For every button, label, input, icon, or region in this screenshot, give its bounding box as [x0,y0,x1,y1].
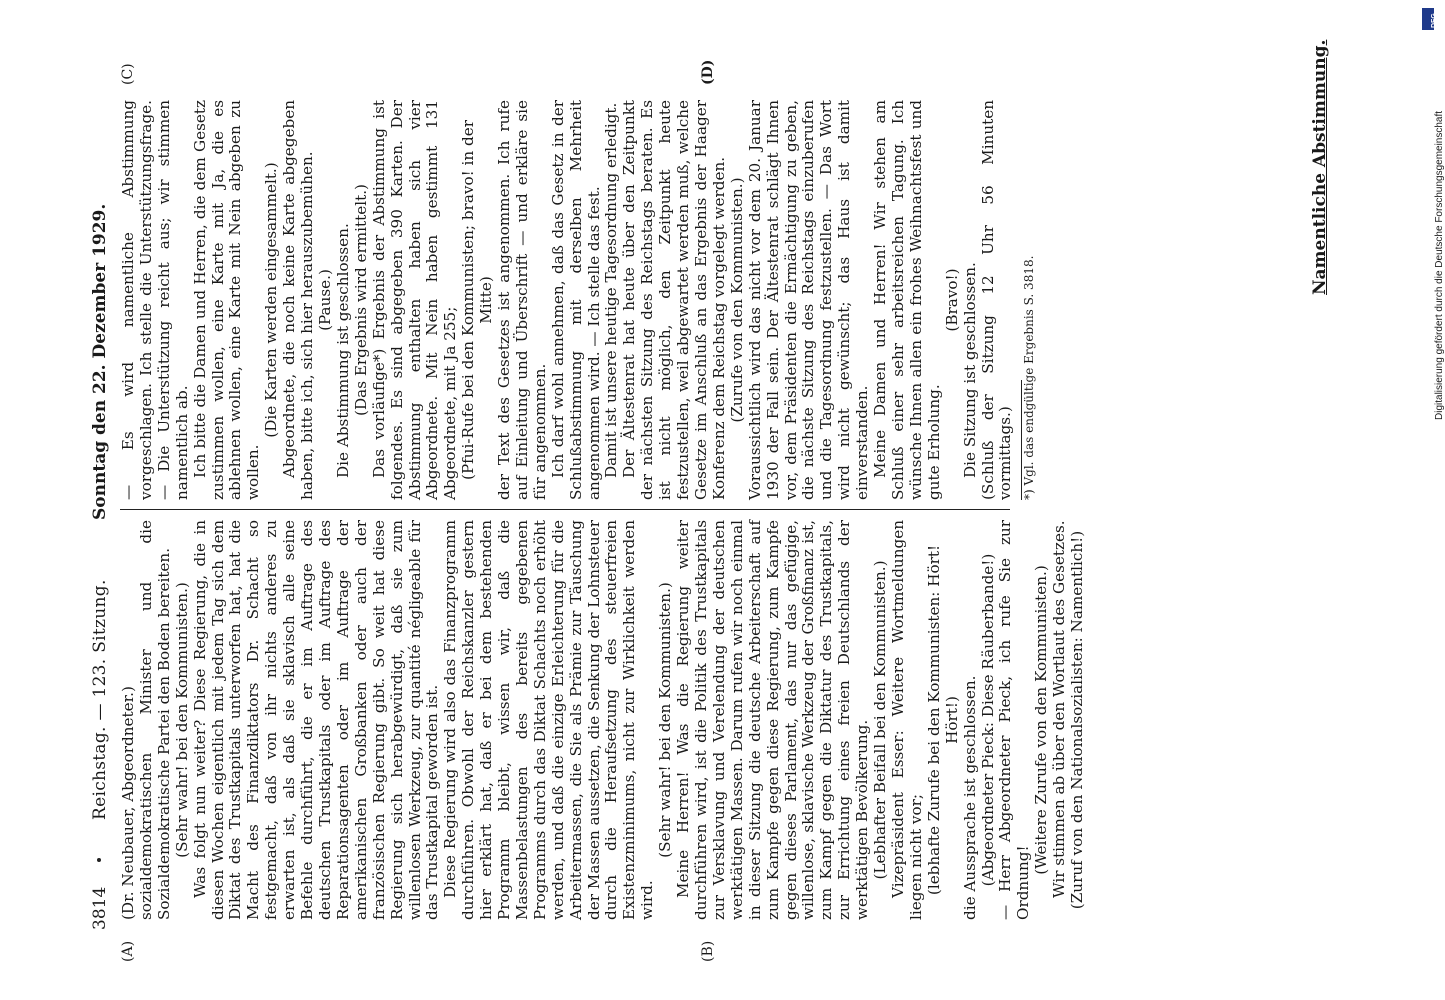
paragraph: Was folgt nun weiter? Diese Regierung, die in diesen Wochen eigentlich mit jedem Tag sich dem Diktat des Trustkapitals unterworfen hat, hat die Macht des Finanzdiktators Dr. Schacht so festgemacht, daß von ihr nichts anderes zu erwarten ist, als daß sie sklavisch alle seine Befehle durchführt, die er im Auftrage des deutschen Trustkapitals oder im Auftrage des Reparationsagenten oder im Auftrage der amerikanischen Großbanken oder auch der französischen Regierung gibt. So weit hat diese Regierung sich herabgewürdigt, daß sie zum willenlosen Werkzeug, zur quantité négligeable für das Trustkapital geworden ist. [190,520,442,920]
paragraph: — Herr Abgeordneter Pieck, ich rufe Sie zur Ordnung! [996,520,1033,920]
document-page [90,59,1270,962]
column-divider [120,509,1010,510]
paragraph: — Es wird namentliche Abstimmung vorgeschlagen. Ich stelle die Unterstützungsfrage. — Die Unterstützung reicht aus; wir stimmen namentlich ab. [119,100,191,500]
paragraph: Die Abstimmung ist geschlossen. [333,223,352,478]
interjection: (Pfui-Rufe bei den Kommunisten; bravo! in der Mitte) [459,120,496,480]
footnote: *) Vgl. das endgültige Ergebnis S. 3818. [1022,255,1037,500]
paragraph: sozialdemokratischen Minister und die Sozialdemokratische Partei den Boden bereiten. [136,520,173,920]
interjection: (Pause.) [315,269,334,331]
interjection: (Lebhafter Beifall bei den Kommunisten.) [871,560,890,880]
scan-dot [97,858,101,862]
interjection: (Bravo!) [942,268,961,332]
page-number: 3814 [90,886,110,930]
paragraph: der Text des Gesetzes ist angenommen. Ich rufe auf Einleitung und Überschrift — und erkläre sie für angenommen. [495,100,549,500]
section-heading-wrap [1286,39,1330,300]
credit-line [1421,40,1445,420]
paragraph: die Aussprache ist geschlossen. [960,675,979,920]
paragraph: Diese Regierung wird also das Finanzprogramm durchführen. Obwohl der Reichskanzler gestern hier erklärt hat, daß er bei dem bestehenden Programm bleibt, wissen wir, daß die Massenbelastungen des bereits gegebenen Programms durch das Diktat Schachts noch erhöht werden, und daß die einzige Erleichterung für die Arbeitermassen, die Sie als Prämie zur Täuschung der Massen aussetzen, die Senkung der Lohnsteuer durch die Heraufsetzung des steuerfreien Existenzminimums, nicht zur Wirklichkeit werden wird. [441,520,657,920]
paragraph: Meine Herren! Was die Regierung weiter durchführen wird, ist die Politik des Trustkapitals zur Versklavung und Verelendung der deutschen werktätigen Massen. Darum rufen wir noch einmal in dieser Sitzung die deutsche Arbeiterschaft auf zum Kampfe gegen diese Regierung, zum Kampfe gegen dieses Parlament, das nur das gefügige, willenlose, sklavische Werkzeug der Großfinanz ist, zum Kampf gegen die Diktatur des Trustkapitals, zur Errichtung eines freien Deutschlands der werktätigen Bevölkerung. [674,520,872,920]
interjection: (Die Karten werden eingesammelt.) [262,162,281,438]
paragraph: Damit ist unsere heutige Tagesordnung erledigt. [602,102,621,478]
margin-marker-b: (B) [700,940,716,962]
page-date: Sonntag den 22. Dezember 1929. [90,203,110,520]
paragraph: Der Ältestenrat hat heute über den Zeitpunkt der nächsten Sitzung des Reichstags beraten. Es ist nicht möglich, den Zeitpunkt heute festzustellen, weil abgewartet werden muß, welche Gesetze im Anschluß an das Ergebnis der Haager Konferenz dem Reichstag vorgelegt werden. [620,100,728,500]
paragraph: Die Sitzung ist geschlossen. [960,262,979,478]
session-end: (Schluß der Sitzung 12 Uhr 56 Minuten vormittags.) [978,100,1015,500]
paragraph: Voraussichtlich wird das nicht vor dem 20. Januar 1930 der Fall sein. Der Ältestenrat schlägt Ihnen vor, dem Präsidenten die Ermächtigung zu geben, die nächste Sitzung des Reichstags einzuberufen und die Tagesordnung festzustellen. — Das Wort wird nicht gewünscht; das Haus ist damit einverstanden. [745,100,872,500]
interjection: (lebhafte Zurufe bei den Kommunisten: Hört! Hört!) [924,544,961,896]
interjection: (Zuruf von den Nationalsozialisten: Namentlich!) [1068,530,1087,910]
paragraph: Meine Damen und Herren! Wir stehen am Schluß einer sehr arbeitsreichen Tagung. Ich wünsche Ihnen allen ein frohes Weihnachtsfest und gute Erholung. [871,100,943,500]
paragraph: Ich darf wohl annehmen, daß das Gesetz in der Schlußabstimmung mit derselben Mehrheit angenommen wird. — Ich stelle das fest. [548,100,603,500]
paragraph: Das vorläufige*) Ergebnis der Abstimmung ist folgendes. Es sind abgegeben 390 Karten. Der Abstimmung enthalten haben sich vier Abgeordnete. Mit Nein haben gestimmt 131 Abgeordnete, mit Ja 255; [369,100,460,500]
dfg-logo: DFG [1422,8,1434,30]
margin-marker-c: (C) [120,63,136,85]
interjection: (Sehr wahr! bei den Kommunisten.) [656,582,675,858]
credit-text: Digitalisierung gefördert durch die Deutsche Forschungsgemeinschaft [1434,110,1445,420]
section-heading: Namentliche Abstimmung. [1310,39,1330,295]
right-column [120,100,1037,500]
paragraph: Abgeordnete, die noch keine Karte abgegeben haben, bitte ich, sich hier herauszubemühen. [280,100,317,500]
paragraph: Vizepräsident Esser: Weitere Wortmeldungen liegen nicht vor; [888,520,925,920]
interjection: (Sehr wahr! bei den Kommunisten.) [172,582,191,858]
speaker-ref: (Dr. Neubauer, Abgeordneter.) [119,686,137,920]
interjection: (Weitere Zurufe von den Kommunisten.) [1032,565,1051,875]
left-column [120,520,1087,920]
margin-marker-d: (D) [700,59,716,85]
paragraph: Wir stimmen ab über den Wortlaut des Gesetzes. [1050,520,1069,898]
interjection: (Abgeordneter Pieck: Diese Räuberbande!) [978,553,997,887]
interjection: (Zurufe von den Kommunisten.) [727,177,746,423]
page-header [90,120,112,940]
interjection: (Das Ergebnis wird ermittelt.) [351,184,370,416]
page-title: Reichstag. — 123. Sitzung. [90,579,110,820]
paragraph: Ich bitte die Damen und Herren, die dem Gesetz zustimmen wollen, eine Karte mit Ja, die es ablehnen wollen, eine Karte mit Nein abgeben zu wollen. [190,100,263,500]
margin-marker-a: (A) [120,940,136,962]
